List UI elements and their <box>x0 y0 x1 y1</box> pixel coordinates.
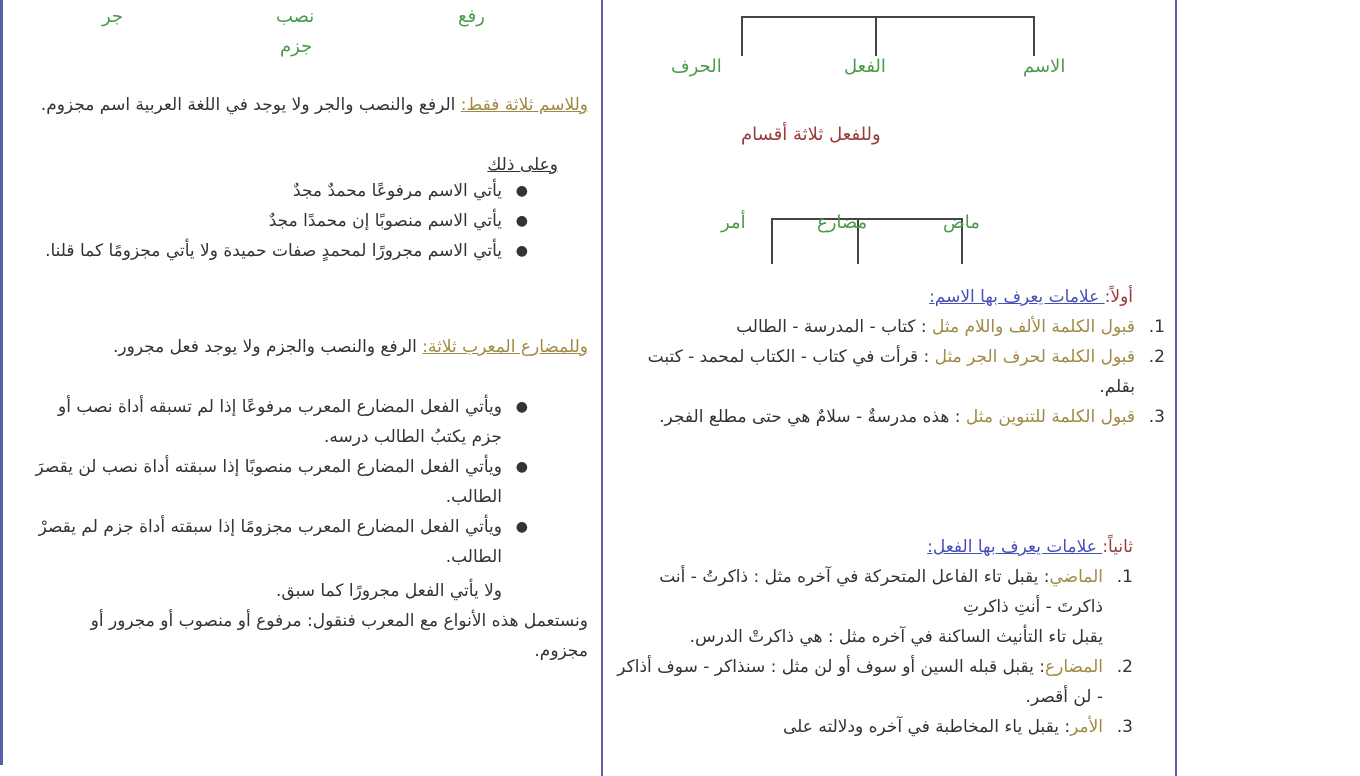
noun-cases-text: الرفع والنصب والجر ولا يوجد في اللغة العربية اسم مجزوم. <box>40 95 461 115</box>
tree1-bar <box>741 16 1035 18</box>
list-item: يقبل تاء التأنيث الساكنة في آخره مثل : هي ذاكرتْ الدرس. <box>689 627 1103 647</box>
verb-examples-list <box>30 392 528 572</box>
noun-signs-list <box>613 312 1165 432</box>
list-item: ● يأتي الاسم مجرورًا لمحمدٍ صفات حميدة ولا يأتي مجزومًا كما قلنا. <box>45 241 528 261</box>
tree2-past: ماض <box>943 212 980 233</box>
tree2-imperative: أمر <box>721 212 746 233</box>
list-item: 2. المضارع: يقبل قبله السين أو سوف أو لن مثل : سنذاكر - سوف أذاكر - لن أقصر. <box>617 657 1133 707</box>
right-panel <box>601 0 1177 776</box>
verb-signs-list <box>613 562 1133 742</box>
list-item: ● ويأتي الفعل المضارع المعرب منصوبًا إذا سبقته أداة نصب لن يقصرَ الطالب. <box>35 457 528 507</box>
tree1-branch <box>741 16 743 56</box>
list-item: 3. الأمر: يقبل ياء المخاطبة في آخره ودلالته على <box>782 717 1133 737</box>
verb-types-heading: وللفعل ثلاثة أقسام <box>741 124 881 145</box>
verb-cases-heading: وللمضارع المعرب ثلاثة: <box>422 337 588 357</box>
verb-cases-text: الرفع والنصب والجزم ولا يوجد فعل مجرور. <box>113 337 423 357</box>
tree2-branch <box>771 218 773 264</box>
list-item: 1. الماضي: يقبل تاء الفاعل المتحركة في آخره مثل : ذاكرتُ - أنت ذاكرتَ - أنتِ ذاكرتِ <box>659 567 1133 617</box>
tree1-particle: الحرف <box>671 56 722 77</box>
list-item: ● ويأتي الفعل المضارع المعرب مرفوعًا إذا لم تسبقه أداة نصب أو جزم يكتبُ الطالب درسه. <box>58 397 528 447</box>
list-item: 3. قبول الكلمة للتنوين مثل : هذه مدرسةٌ - سلامٌ هي حتى مطلع الفجر. <box>659 407 1165 427</box>
tree1-noun: الاسم <box>1023 56 1066 77</box>
tree1-branch <box>1033 16 1035 56</box>
list-item: ● يأتي الاسم منصوبًا إن محمدًا مجدٌ <box>268 211 528 231</box>
verb-cases-paragraph <box>14 332 588 362</box>
tree2-present: مضارع <box>817 212 868 233</box>
verb-signs-heading: ثانياً: علامات يعرف بها الفعل: <box>927 537 1133 557</box>
closing-paragraph: ونستعمل هذه الأنواع مع المعرب فنقول: مرفوع أو منصوب أو مجرور أو مجزوم. <box>90 611 588 661</box>
case-jarr: جر <box>102 6 124 27</box>
noun-examples-list <box>14 176 528 266</box>
noun-sub-heading: وعلى ذلك <box>487 155 558 175</box>
noun-cases-heading: وللاسم ثلاثة فقط: <box>460 95 588 115</box>
case-raf: رفع <box>458 6 485 27</box>
left-column <box>0 0 600 765</box>
verb-no-jarr-note: ولا يأتي الفعل مجرورًا كما سبق. <box>276 581 502 601</box>
noun-cases-paragraph <box>20 90 588 120</box>
tree1-branch <box>875 16 877 56</box>
case-nasb: نصب <box>276 6 315 27</box>
list-item: 2. قبول الكلمة لحرف الجر مثل : قرأت في كتاب - الكتاب لمحمد - كتبت بقلم. <box>647 347 1165 397</box>
case-jazm: جزم <box>280 36 313 57</box>
noun-signs-heading: أولاً: علامات يعرف بها الاسم: <box>929 287 1133 307</box>
tree1-verb: الفعل <box>844 56 886 77</box>
list-item: ● يأتي الاسم مرفوعًا محمدٌ مجدٌ <box>293 181 528 201</box>
list-item: ● ويأتي الفعل المضارع المعرب مجزومًا إذا سبقته أداة جزم لم يقصرْ الطالب. <box>38 517 528 567</box>
list-item: 1. قبول الكلمة الألف واللام مثل : كتاب - المدرسة - الطالب <box>736 317 1165 337</box>
